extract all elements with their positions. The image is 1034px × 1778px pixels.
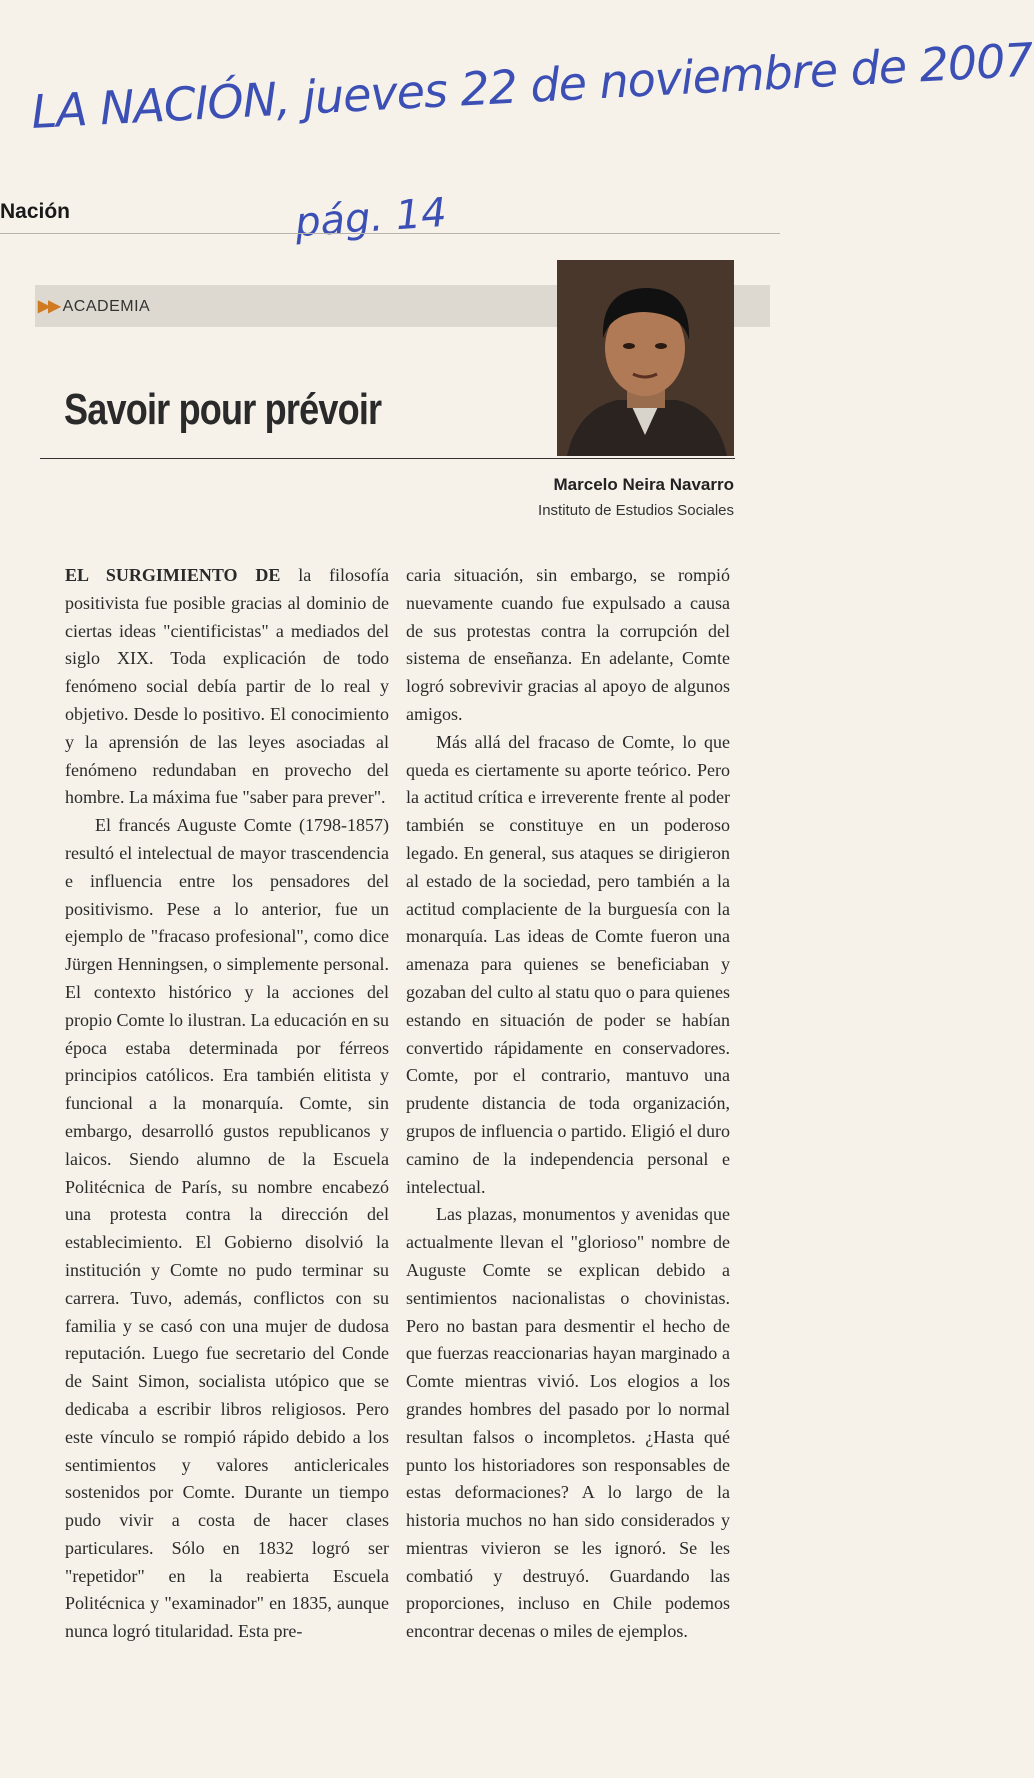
paragraph-text: la filosofía positivista fue posible gracias al dominio de ciertas ideas "cientificistas" a mediados del siglo XIX. Toda explicación de todo fenómeno social debía partir de lo real y objetivo. Desde lo positivo. El conocimiento y la aprensión de las leyes asociadas al fenómeno redundaban en provecho del hombre. La máxima fue "saber para prever". — [65, 565, 389, 808]
article-column-right — [406, 562, 730, 1646]
author-photo — [557, 260, 734, 456]
paragraph: caria situación, sin embargo, se rompió nuevamente cuando fue expulsado a causa de sus protestas contra la corrupción del sistema de enseñanza. En adelante, Comte logró sobrevivir gracias al apoyo de algunos amigos. — [406, 565, 730, 724]
paragraph — [65, 562, 389, 812]
handwritten-page-note: pág. 14 — [293, 189, 449, 247]
newspaper-name: Nación — [0, 200, 71, 223]
article-headline: Savoir pour prévoir — [64, 385, 382, 434]
article-column-left — [65, 562, 389, 1646]
section-arrows-icon: ▶▶ — [38, 298, 59, 315]
paragraph: El francés Auguste Comte (1798-1857) resultó el intelectual de mayor trascendencia e influencia entre los pensadores del positivismo. Pese a lo anterior, fue un ejemplo de "fracaso profesional", como dice Jürgen Henningsen, o simplemente personal. El contexto histórico y la acciones del propio Comte lo ilustran. La educación en su época estaba determinada por férreos principios católicos. Era también elitista y funcional a la monarquía. Comte, sin embargo, desarrolló gustos republicanos y laicos. Siendo alumno de la Escuela Politécnica de París, su nombre encabezó una protesta contra la dirección del establecimiento. El Gobierno disolvió la institución y Comte no pudo terminar su carrera. Tuvo, además, conflictos con su familia y se casó con una mujer de dudosa reputación. Luego fue secretario del Conde de Saint Simon, socialista utópico que se dedicaba a escribir libros religiosos. Pero este vínculo se rompió rápido debido a los sentimientos y valores anticlericales sostenidos por Comte. Durante un tiempo pudo vivir a costa de hacer clases particulares. Sólo en 1832 logró ser "repetidor" en la reabierta Escuela Politécnica y "examinador" en 1835, aunque nunca logró titularidad. Esta pre- — [65, 815, 389, 1642]
headline-divider — [40, 458, 735, 459]
paragraph: Las plazas, monumentos y avenidas que actualmente llevan el "glorioso" nombre de Auguste Comte se explican debido a sentimientos nacionalistas o chovinistas. Pero no bastan para desmentir el hecho de que fuerzas reaccionarias hayan marginado a Comte mientras vivió. Los elogios a los grandes hombres del pasado por lo normal resultan falsos o incompletos. ¿Hasta qué punto los historiadores son responsables de estas deformaciones? A lo largo de la historia muchos no han sido considerados y mientras vivieron se les ignoró. Se les combatió y destruyó. Guardando las proporciones, incluso en Chile podemos encontrar decenas o miles de ejemplos. — [406, 1204, 730, 1642]
lead-in: EL SURGIMIENTO DE — [65, 565, 281, 585]
section-label-text: ACADEMIA — [62, 298, 151, 315]
section-label — [38, 296, 150, 316]
paragraph: Más allá del fracaso de Comte, lo que queda es ciertamente su aporte teórico. Pero la actitud crítica e irreverente frente al poder también se constituye en un poderoso legado. En general, sus ataques se dirigieron al estado de la sociedad, pero también a la actitud complaciente de la burguesía con la monarquía. Las ideas de Comte fueron una amenaza para quienes se beneficiaban y gozaban del culto al statu quo o para quienes estando en situación de poder se habían convertido rápidamente en conservadores. Comte, por el contrario, mantuvo una prudente distancia de toda organización, grupos de influencia o partido. Eligió el duro camino de la independencia personal e intelectual. — [406, 731, 730, 1197]
header-divider — [0, 233, 780, 234]
handwritten-date-note: LA NACIÓN, jueves 22 de noviembre de 2007 — [30, 32, 1034, 139]
author-affiliation: Instituto de Estudios Sociales — [538, 502, 734, 519]
author-portrait-icon — [557, 260, 734, 456]
author-name: Marcelo Neira Navarro — [553, 475, 734, 494]
